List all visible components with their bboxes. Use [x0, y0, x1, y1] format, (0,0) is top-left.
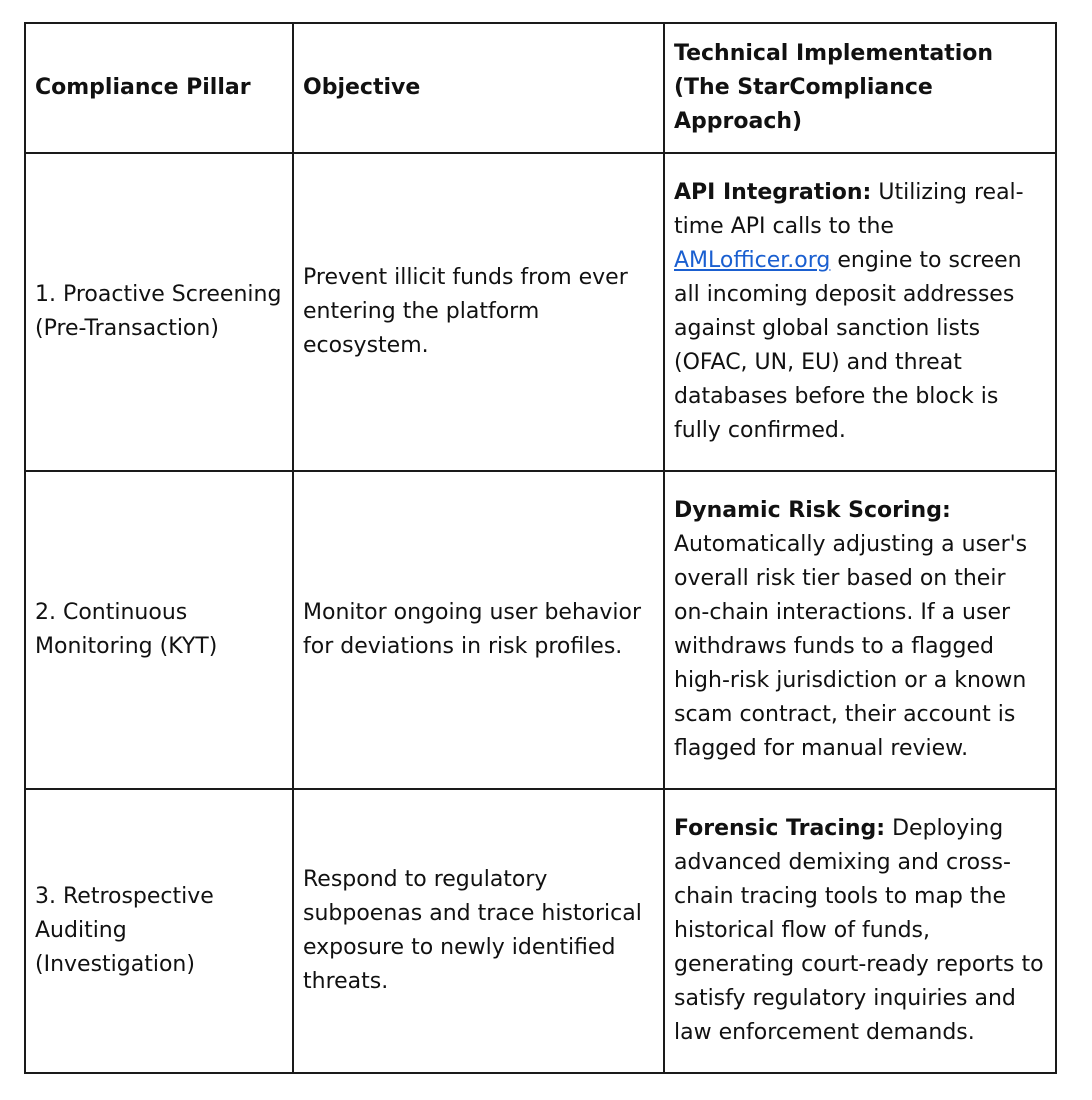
- implementation-cell: [664, 471, 1056, 789]
- implementation-text: Deploying advanced demixing and cross-chain tracing tools to map the historical flow of funds, generating court-ready reports to satisfy regulatory inquiries and law enforcement demands.: [674, 816, 1044, 1045]
- pillar-cell: 1. Proactive Screening (Pre-Transaction): [25, 153, 293, 471]
- implementation-text-pre: Utilizing real-time API calls to the: [674, 180, 1024, 239]
- implementation-cell: [664, 789, 1056, 1073]
- objective-cell: Monitor ongoing user behavior for deviations in risk profiles.: [293, 471, 664, 789]
- implementation-title: API Integration:: [674, 180, 872, 205]
- objective-cell: Respond to regulatory subpoenas and trace historical exposure to newly identified threats.: [293, 789, 664, 1073]
- table-row: [25, 153, 1056, 471]
- implementation-text: Automatically adjusting a user's overall risk tier based on their on-chain interactions. If a user withdraws funds to a flagged high-risk jurisdiction or a known scam contract, their account is flagged for manual review.: [674, 532, 1028, 761]
- header-objective: Objective: [293, 23, 664, 153]
- compliance-table: [24, 22, 1057, 1074]
- amlofficer-link[interactable]: AMLofficer.org: [674, 248, 831, 273]
- table-row: [25, 471, 1056, 789]
- implementation-title: Forensic Tracing:: [674, 816, 886, 841]
- table-row: [25, 789, 1056, 1073]
- table-header-row: [25, 23, 1056, 153]
- implementation-cell: [664, 153, 1056, 471]
- implementation-title: Dynamic Risk Scoring:: [674, 498, 951, 523]
- objective-cell: Prevent illicit funds from ever entering the platform ecosystem.: [293, 153, 664, 471]
- header-compliance-pillar: Compliance Pillar: [25, 23, 293, 153]
- implementation-text-post: engine to screen all incoming deposit addresses against global sanction lists (OFAC, UN, EU) and threat databases before the block is fully confirmed.: [674, 248, 1022, 443]
- header-technical-implementation: Technical Implementation (The StarCompliance Approach): [664, 23, 1056, 153]
- pillar-cell: 3. Retrospective Auditing (Investigation): [25, 789, 293, 1073]
- pillar-cell: 2. Continuous Monitoring (KYT): [25, 471, 293, 789]
